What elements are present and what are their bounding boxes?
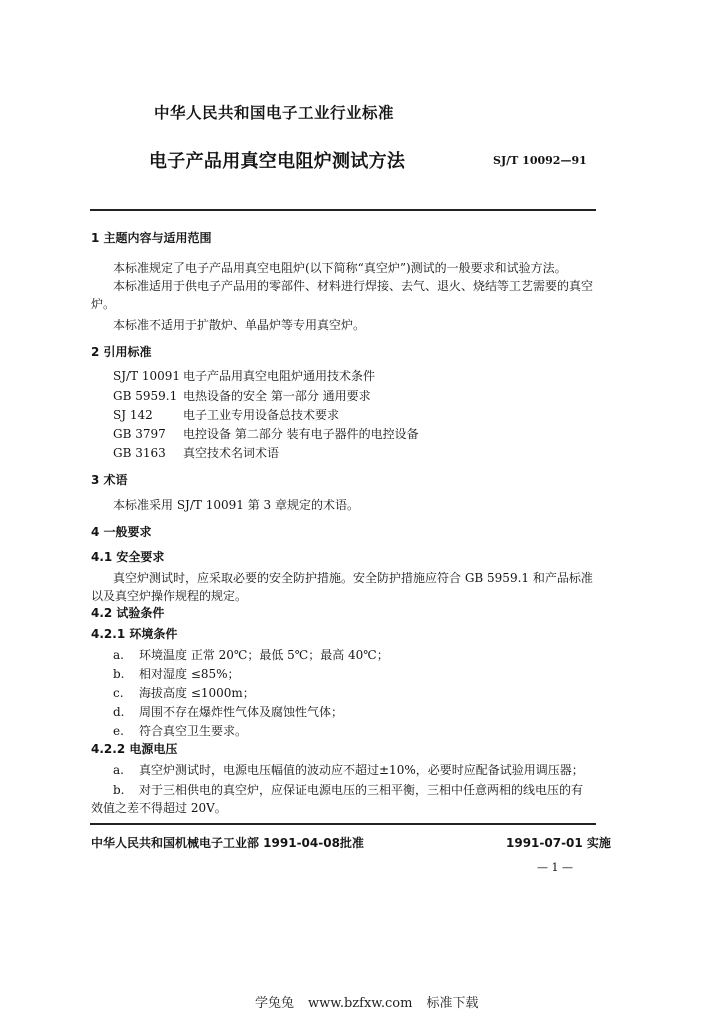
list-text: 环境温度 正常 20℃；最低 5℃；最高 40℃； xyxy=(139,648,389,662)
watermark xyxy=(255,992,492,1011)
standard-code: SJ/T 10092—91 xyxy=(493,154,587,167)
section-1-heading: 1 主题内容与适用范围 xyxy=(91,231,212,245)
paragraph: 本标准适用于供电子产品用的零部件、材料进行焊接、去气、退火、烧结等工艺需要的真空 xyxy=(113,279,594,293)
watermark-site: 学兔兔 xyxy=(255,996,295,1011)
reference-code: SJ/T 10091 xyxy=(113,369,181,383)
reference-title: 真空技术名词术语 xyxy=(183,446,280,460)
reference-code: GB 5959.1 xyxy=(113,389,178,403)
footer-divider xyxy=(90,823,596,825)
list-text: 符合真空卫生要求。 xyxy=(139,724,248,738)
reference-row xyxy=(113,426,419,442)
reference-code: GB 3797 xyxy=(113,427,166,441)
paragraph-continuation: 效值之差不得超过 20V。 xyxy=(91,801,227,815)
subsection-4-1-heading: 4.1 安全要求 xyxy=(91,550,165,564)
reference-title: 电子工业专用设备总技术要求 xyxy=(183,408,340,422)
reference-title: 电子产品用真空电阻炉通用技术条件 xyxy=(183,369,376,383)
list-text: 海拔高度 ≤1000m； xyxy=(139,686,255,700)
list-item xyxy=(113,704,343,720)
section-4-heading: 4 一般要求 xyxy=(91,525,152,539)
list-label: d. xyxy=(113,705,125,719)
reference-row xyxy=(113,407,339,423)
section-3-heading: 3 术语 xyxy=(91,473,128,487)
paragraph-continuation: 炉。 xyxy=(91,297,116,311)
reference-row xyxy=(113,388,371,404)
watermark-tag: 标准下载 xyxy=(426,996,479,1011)
issuing-organization: 中华人民共和国电子工业行业标准 xyxy=(154,104,395,122)
list-item xyxy=(113,723,247,739)
reference-row xyxy=(113,445,279,461)
list-text: 周围不存在爆炸性气体及腐蚀性气体； xyxy=(139,705,344,719)
page-number: — 1 — xyxy=(537,861,573,874)
reference-code: SJ 142 xyxy=(113,408,153,422)
paragraph: 本标准不适用于扩散炉、单晶炉等专用真空炉。 xyxy=(113,318,366,332)
watermark-url: www.bzfxw.com xyxy=(308,996,413,1011)
subsection-4-2-heading: 4.2 试验条件 xyxy=(91,606,165,620)
header-divider xyxy=(90,209,596,211)
subsection-4-2-1-heading: 4.2.1 环境条件 xyxy=(91,627,178,641)
reference-title: 电热设备的安全 第一部分 通用要求 xyxy=(183,389,371,403)
paragraph: 本标准采用 SJ/T 10091 第 3 章规定的术语。 xyxy=(113,498,359,512)
list-item xyxy=(113,666,240,682)
paragraph-continuation: 以及真空炉操作规程的规定。 xyxy=(91,589,248,603)
section-2-heading: 2 引用标准 xyxy=(91,345,152,359)
list-item xyxy=(113,782,583,798)
list-text: 真空炉测试时，电源电压幅值的波动应不超过±10%，必要时应配备试验用调压器； xyxy=(139,763,584,777)
document-title: 电子产品用真空电阻炉测试方法 xyxy=(149,151,406,172)
effective-date: 1991-07-01 实施 xyxy=(506,836,611,850)
approval-date: 中华人民共和国机械电子工业部 1991-04-08批准 xyxy=(91,836,364,850)
list-label: b. xyxy=(113,667,125,681)
list-label: a. xyxy=(113,648,124,662)
paragraph: 真空炉测试时，应采取必要的安全防护措施。安全防护措施应符合 GB 5959.1 和产品标准 xyxy=(113,571,593,585)
reference-title: 电控设备 第二部分 装有电子器件的电控设备 xyxy=(183,427,419,441)
list-text: 相对湿度 ≤85%； xyxy=(139,667,240,681)
list-label: b. xyxy=(113,783,125,797)
list-item xyxy=(113,647,389,663)
list-label: a. xyxy=(113,763,124,777)
reference-row xyxy=(113,368,375,384)
list-label: c. xyxy=(113,686,124,700)
subsection-4-2-2-heading: 4.2.2 电源电压 xyxy=(91,742,178,756)
list-item xyxy=(113,762,584,778)
list-text: 对于三相供电的真空炉，应保证电源电压的三相平衡，三相中任意两相的线电压的有 xyxy=(139,783,584,797)
paragraph: 本标准规定了电子产品用真空电阻炉(以下简称“真空炉”)测试的一般要求和试验方法。 xyxy=(113,261,567,275)
reference-code: GB 3163 xyxy=(113,446,166,460)
list-label: e. xyxy=(113,724,124,738)
list-item xyxy=(113,685,255,701)
